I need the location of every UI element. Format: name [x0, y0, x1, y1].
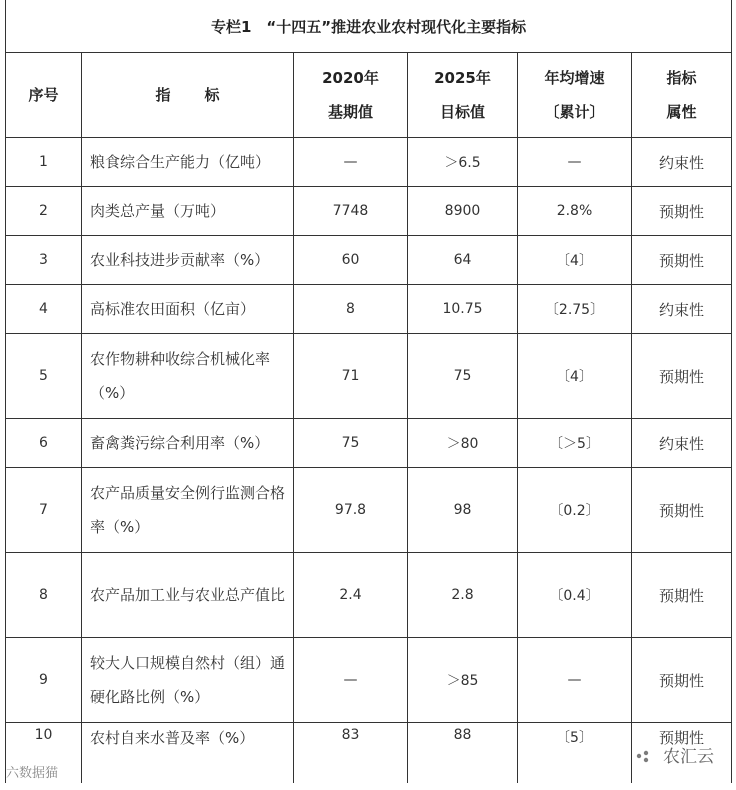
header-growth: 年均增速 〔累计〕	[518, 53, 632, 138]
table-row	[6, 468, 732, 553]
header-target: 2025年 目标值	[408, 53, 518, 138]
cell-base: 75	[294, 419, 408, 468]
cell-base: —	[294, 638, 408, 723]
cell-growth: 〔4〕	[518, 236, 632, 285]
cell-indicator: 农业科技进步贡献率（%）	[82, 236, 294, 285]
cell-base: 83	[294, 723, 408, 784]
cell-target: 75	[408, 334, 518, 419]
cell-growth: 〔2.75〕	[518, 285, 632, 334]
cell-target: 88	[408, 723, 518, 784]
cell-attr: 预期性	[632, 468, 732, 553]
cell-indicator: 肉类总产量（万吨）	[82, 187, 294, 236]
cell-indicator: 高标准农田面积（亿亩）	[82, 285, 294, 334]
wechat-icon	[634, 749, 652, 763]
header-no: 序号	[6, 53, 82, 138]
table-row	[6, 334, 732, 419]
watermark-logo	[634, 742, 714, 767]
cell-indicator: 农产品质量安全例行监测合格率（%）	[82, 468, 294, 553]
cell-growth: 〔5〕	[518, 723, 632, 784]
cell-attr: 预期性	[632, 638, 732, 723]
cell-growth: —	[518, 638, 632, 723]
cell-indicator: 农产品加工业与农业总产值比	[82, 553, 294, 638]
header-base: 2020年 基期值	[294, 53, 408, 138]
cell-growth: —	[518, 138, 632, 187]
cell-target: 98	[408, 468, 518, 553]
table-row	[6, 723, 732, 784]
cell-no: 9	[6, 638, 82, 723]
table-row	[6, 553, 732, 638]
cell-attr: 预期性	[632, 187, 732, 236]
cell-indicator: 农作物耕种收综合机械化率（%）	[82, 334, 294, 419]
cell-no: 10	[6, 723, 82, 784]
cell-base: 71	[294, 334, 408, 419]
table-row	[6, 419, 732, 468]
cell-indicator: 农村自来水普及率（%）	[82, 723, 294, 784]
cell-no: 5	[6, 334, 82, 419]
table-row	[6, 285, 732, 334]
header-row	[6, 53, 732, 138]
cell-target: ＞6.5	[408, 138, 518, 187]
cell-attr: 约束性	[632, 285, 732, 334]
cell-base: 60	[294, 236, 408, 285]
table-title: 专栏1 “十四五”推进农业农村现代化主要指标	[6, 0, 732, 53]
cell-base: 8	[294, 285, 408, 334]
cell-target: ＞80	[408, 419, 518, 468]
cell-attr: 预期性	[632, 723, 732, 784]
cell-no: 3	[6, 236, 82, 285]
cell-growth: 〔0.2〕	[518, 468, 632, 553]
table-row	[6, 138, 732, 187]
cell-attr: 预期性	[632, 553, 732, 638]
cell-indicator: 畜禽粪污综合利用率（%）	[82, 419, 294, 468]
table-row	[6, 236, 732, 285]
cell-indicator: 较大人口规模自然村（组）通硬化路比例（%）	[82, 638, 294, 723]
cell-target: 64	[408, 236, 518, 285]
cell-base: 2.4	[294, 553, 408, 638]
cell-attr: 约束性	[632, 138, 732, 187]
watermark-corner: 六数据猫	[6, 766, 59, 781]
cell-target: ＞85	[408, 638, 518, 723]
cell-no: 6	[6, 419, 82, 468]
cell-base: 7748	[294, 187, 408, 236]
header-attr: 指标 属性	[632, 53, 732, 138]
cell-base: —	[294, 138, 408, 187]
cell-no: 7	[6, 468, 82, 553]
cell-attr: 预期性	[632, 236, 732, 285]
cell-target: 10.75	[408, 285, 518, 334]
cell-indicator: 粮食综合生产能力（亿吨）	[82, 138, 294, 187]
cell-no: 8	[6, 553, 82, 638]
cell-target: 8900	[408, 187, 518, 236]
cell-growth: 〔＞5〕	[518, 419, 632, 468]
cell-target: 2.8	[408, 553, 518, 638]
cell-growth: 〔0.4〕	[518, 553, 632, 638]
cell-no: 4	[6, 285, 82, 334]
cell-attr: 约束性	[632, 419, 732, 468]
header-indicator: 指 标	[82, 53, 294, 138]
indicators-table	[5, 0, 732, 783]
cell-no: 2	[6, 187, 82, 236]
cell-attr: 预期性	[632, 334, 732, 419]
table-row	[6, 638, 732, 723]
cell-growth: 〔4〕	[518, 334, 632, 419]
cell-base: 97.8	[294, 468, 408, 553]
table-row	[6, 187, 732, 236]
cell-no: 1	[6, 138, 82, 187]
watermark-logo-text: 农汇云	[663, 747, 714, 767]
cell-growth: 2.8%	[518, 187, 632, 236]
